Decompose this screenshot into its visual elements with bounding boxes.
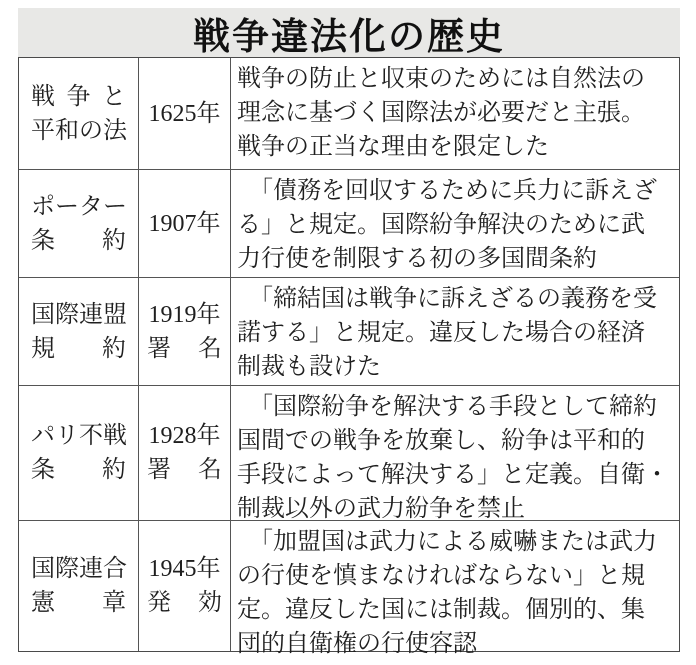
- description-line: 力行使を制限する初の多国間条約: [237, 246, 597, 272]
- treaty-name-cell: [19, 58, 139, 169]
- table-row: [19, 520, 679, 657]
- year-cell: [139, 521, 231, 651]
- year-cell: [139, 278, 231, 385]
- table-row: [19, 58, 679, 169]
- description-cell: [231, 278, 679, 385]
- treaty-name-line: ポーター: [31, 193, 127, 220]
- description-line: 「国際紛争を解決する手段として締約: [249, 394, 657, 420]
- treaty-name-cell: [19, 170, 139, 277]
- description-line: 「締結国は戦争に訴えざるの義務を受: [249, 286, 657, 312]
- treaty-name-line: 戦争と: [31, 83, 126, 110]
- description-line: 戦争の防止と収束のためには自然法の: [237, 66, 645, 92]
- treaty-name-line: 国際連盟: [31, 301, 127, 328]
- description-line: 理念に基づく国際法が必要だと主張。: [237, 100, 645, 126]
- description-line: 定。違反した国には制裁。個別的、集: [237, 597, 645, 623]
- history-table: [18, 57, 680, 657]
- description-cell: [231, 170, 679, 277]
- treaty-name-line: 条約: [31, 227, 126, 254]
- description-line: 制裁も設けた: [237, 354, 381, 380]
- description-line: 戦争の正当な理由を限定した: [237, 134, 549, 160]
- year-cell: [139, 58, 231, 169]
- page-title: 戦争違法化の歴史: [193, 15, 505, 57]
- year-line: 1945年: [148, 556, 221, 582]
- treaty-name-line: 国際連合: [31, 556, 127, 582]
- description-line: 「加盟国は武力による威嚇または武力: [249, 529, 657, 555]
- treaty-name-cell: [19, 386, 139, 520]
- description-line: 制裁以外の武力紛争を禁止: [237, 496, 525, 522]
- description-line: る」と規定。国際紛争解決のために武: [237, 212, 645, 238]
- treaty-name-line: 規約: [31, 335, 126, 362]
- treaty-name-line: 条約: [31, 457, 126, 483]
- year-line: 1919年: [148, 301, 221, 328]
- year-line: 1928年: [148, 423, 221, 449]
- year-line: 1907年: [148, 210, 221, 237]
- treaty-name-line: パリ不戦: [31, 423, 127, 449]
- description-line: 団的自衛権の行使容認: [237, 631, 477, 657]
- treaty-name-cell: [19, 278, 139, 385]
- description-cell: [231, 521, 679, 657]
- description-line: の行使を慎まなければならない」と規: [237, 563, 645, 589]
- treaty-name-cell: [19, 521, 139, 651]
- description-cell: [231, 386, 679, 520]
- treaty-name-line: 平和の法: [31, 117, 127, 144]
- description-cell: [231, 58, 679, 169]
- year-cell: [139, 386, 231, 520]
- description-line: 手段によって解決する」と定義。自衛・: [237, 462, 669, 488]
- table-row: [19, 385, 679, 520]
- year-status-line: 発効: [147, 590, 222, 616]
- table-row: [19, 169, 679, 277]
- title-band: [18, 8, 680, 57]
- year-status-line: 署名: [147, 335, 222, 362]
- year-line: 1625年: [148, 100, 221, 127]
- treaty-name-line: 憲章: [31, 590, 126, 616]
- description-line: 国間での戦争を放棄し、紛争は平和的: [237, 428, 645, 454]
- year-status-line: 署名: [147, 457, 222, 483]
- description-line: 諾する」と規定。違反した場合の経済: [237, 320, 645, 346]
- year-cell: [139, 170, 231, 277]
- description-line: 「債務を回収するために兵力に訴えざ: [249, 178, 657, 204]
- table-row: [19, 277, 679, 385]
